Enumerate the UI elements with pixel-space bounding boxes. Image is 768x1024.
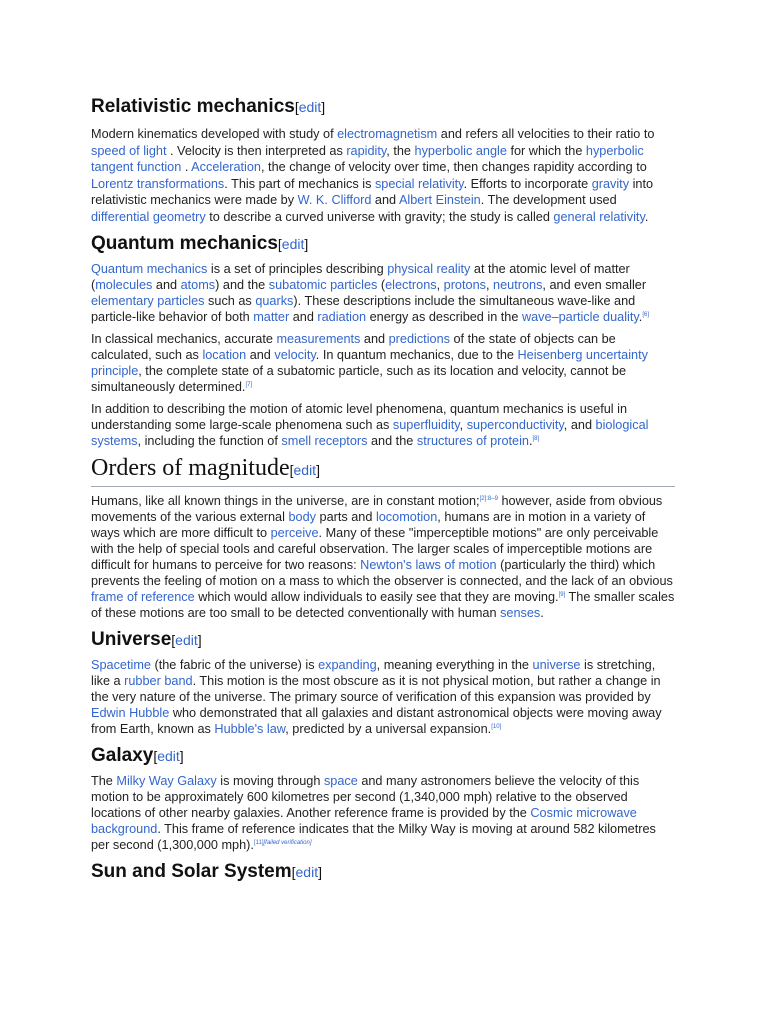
heading-orders-of-magnitude [91,453,675,487]
edit-section-link[interactable]: [edit] [171,632,202,648]
paragraph-quantum-2: In classical mechanics, accurate measurements and predictions of the state of objects can be calculated, such as location and velocity. In quantum mechanics, due to the Heisenberg uncertainty principle, the complete state of a subatomic particle, such as its location and velocity, cannot be simultaneously determined.[7] [91,332,648,394]
citation-ref[interactable]: [8] [532,436,540,442]
link-differential-geometry[interactable]: differential geometry [91,209,206,224]
link-speed-of-light[interactable]: speed of light [91,143,167,158]
heading-text: Universe [91,629,172,650]
paragraph-relativistic: Modern kinematics developed with study of electromagnetism and refers all velocities to their ratio to speed of light . Velocity is then interpreted as rapidity, the hyperbolic angle for which the hyperbolic tangent function . Acceleration, the change of velocity over time, then changes rapidity according to Lorentz transformations. This part of mechanics is special relativity. Efforts to incorporate gravity into relativistic mechanics were made by W. K. Clifford and Albert Einstein. The development used differential geometry to describe a curved universe with gravity; the study is called general relativity. [91,127,655,224]
edit-link[interactable]: edit [293,462,317,478]
link-electromagnetism[interactable]: electromagnetism [337,127,438,141]
link-newtons-laws-of-motion[interactable]: Newton's laws of motion [360,558,497,572]
link-quantum-mechanics[interactable]: Quantum mechanics [91,262,208,276]
citation-ref[interactable]: [6] [642,312,649,318]
edit-link[interactable]: edit [298,99,322,115]
heading-text: Sun and Solar System [91,861,292,882]
citation-ref[interactable]: [2]:8–9 [479,496,498,502]
link-physical-reality[interactable]: physical reality [387,262,471,276]
link-protons[interactable]: protons [443,278,486,292]
edit-section-link[interactable]: [edit] [277,236,309,252]
paragraph-quantum-1: Quantum mechanics is a set of principles describing physical reality at the atomic level of matter (molecules and atoms) and the subatomic particles (electrons, protons, neutrons, and even smaller elementary particles such as quarks). These descriptions include the simultaneous wave-like and particle-like behavior of both matter and radiation energy as described in the wave–particle duality.[6] [91,262,649,324]
link-body[interactable]: body [288,510,316,524]
link-acceleration[interactable]: Acceleration [191,160,261,174]
link-hubbles-law[interactable]: Hubble's law [214,722,286,736]
heading-quantum-mechanics [91,231,675,257]
link-structures-of-protein[interactable]: structures of protein [416,434,529,448]
link-perceive[interactable]: perceive [270,526,319,540]
link-lorentz-transformations[interactable]: Lorentz transformations [91,176,225,191]
paragraph-universe: Spacetime (the fabric of the universe) is expanding, meaning everything in the universe is stretching, like a rubber band. This motion is the most obscure as it is not physical motion, but rather a change in the very nature of the universe. The primary source of verification of this expansion was provided by Edwin Hubble who demonstrated that all galaxies and distant astronomical objects were moving away from Earth, known as Hubble's law, predicted by a universal expansion.[10] [91,658,662,736]
link-neutrons[interactable]: neutrons [493,278,543,292]
link-space[interactable]: space [323,774,358,788]
link-quarks[interactable]: quarks [255,294,294,308]
link-general-relativity[interactable]: general relativity [553,209,645,224]
heading-text: Orders of magnitude [91,455,290,481]
link-heisenberg-uncertainty-principle[interactable]: Heisenberg uncertainty principle [91,348,648,378]
link-cosmic-microwave-background[interactable]: Cosmic microwave background [91,806,637,836]
link-special-relativity[interactable]: special relativity [374,176,464,191]
edit-link[interactable]: edit [281,236,305,252]
paragraph-orders: Humans, like all known things in the universe, are in constant motion;$^{[2]:8-9}$ however, aside from obvious movements of the various external body parts and locomotion, humans are in motion in a variety of ways which are more difficult to perceive. Many of these "imperceptible motions" are only perceivable with the help of special tools and careful observation. The larger scales of imperceptible motions are difficult for humans to perceive for two reasons: Newton's laws of motion (particularly the third) which prevents the feeling of motion on a mass to which the observer is connected, and the lack of an obvious frame of reference which would allow individuals to easily see that they are moving.[9] The smaller scales of these motions are too small to be detected conventionally with human senses. [91,494,675,620]
link-biological-systems[interactable]: biological systems [91,418,649,448]
heading-text: Relativistic mechanics [91,96,295,117]
edit-section-link[interactable]: [edit] [294,99,326,115]
heading-sun-and-solar-system [91,859,675,885]
link-milky-way-galaxy[interactable]: Milky Way Galaxy [116,774,217,788]
link-radiation[interactable]: radiation [317,310,367,324]
edit-link[interactable]: edit [175,632,198,648]
link-spacetime[interactable]: Spacetime [91,658,151,672]
link-electrons[interactable]: electrons [385,278,437,292]
edit-section-link[interactable]: [edit] [289,462,320,478]
heading-text: Quantum mechanics [91,233,278,254]
link-subatomic-particles[interactable]: subatomic particles [268,278,378,292]
heading-universe [91,627,675,653]
edit-section-link[interactable]: [edit] [153,748,184,764]
link-predictions[interactable]: predictions [388,332,450,346]
link-edwin-hubble[interactable]: Edwin Hubble [91,706,170,720]
link-frame-of-reference[interactable]: frame of reference [91,590,195,604]
link-senses[interactable]: senses [500,606,541,620]
link-wk-clifford[interactable]: W. K. Clifford [297,193,372,207]
edit-link[interactable]: edit [157,748,180,764]
link-wave-particle-duality[interactable]: wave–particle duality [521,310,639,324]
link-superconductivity[interactable]: superconductivity [466,418,564,432]
link-atoms[interactable]: atoms [180,278,216,292]
link-velocity[interactable]: velocity [274,348,316,362]
link-gravity[interactable]: gravity [591,176,630,191]
heading-text: Galaxy [91,745,154,766]
citation-ref[interactable]: [7] [245,382,253,388]
heading-galaxy [91,743,675,769]
link-location[interactable]: location [202,348,247,362]
link-matter[interactable]: matter [253,310,290,324]
paragraph-galaxy: The Milky Way Galaxy is moving through space and many astronomers believe the velocity of this motion to be approximately 600 kilometres per second (1,340,000 mph) relative to the observed locations of other nearby galaxies. Another reference frame is provided by the Cosmic microwave background. This frame of reference indicates that the Milky Way is moving at around 582 kilometres per second (1,300,000 mph).[11][failed verification] [91,774,656,852]
heading-relativistic-mechanics [91,94,675,120]
link-elementary-particles[interactable]: elementary particles [91,294,205,308]
link-molecules[interactable]: molecules [95,278,153,292]
link-universe[interactable]: universe [532,658,581,672]
link-smell-receptors[interactable]: smell receptors [281,434,368,448]
link-hyperbolic-angle[interactable]: hyperbolic angle [414,143,507,158]
citation-ref[interactable]: [10] [491,724,502,730]
link-rubber-band[interactable]: rubber band [124,674,193,688]
link-rapidity[interactable]: rapidity [346,143,387,158]
link-measurements[interactable]: measurements [276,332,361,346]
edit-link[interactable]: edit [295,864,319,880]
link-albert-einstein[interactable]: Albert Einstein [398,193,481,207]
link-locomotion[interactable]: locomotion [375,510,438,524]
article-body [91,94,675,885]
link-expanding[interactable]: expanding [318,658,377,672]
edit-section-link[interactable]: [edit] [291,864,322,880]
failed-verification-note[interactable]: [failed verification] [263,840,312,846]
link-superfluidity[interactable]: superfluidity [392,418,460,432]
link-hyperbolic-tangent-function[interactable]: hyperbolic tangent function [91,143,644,174]
citation-ref[interactable]: [11] [253,840,264,846]
citation-ref[interactable]: [9] [558,592,566,598]
paragraph-quantum-3: In addition to describing the motion of atomic level phenomena, quantum mechanics is useful in understanding some large-scale phenomena such as superfluidity, superconductivity, and biological systems, including the function of smell receptors and the structures of protein.[8] [91,402,649,448]
